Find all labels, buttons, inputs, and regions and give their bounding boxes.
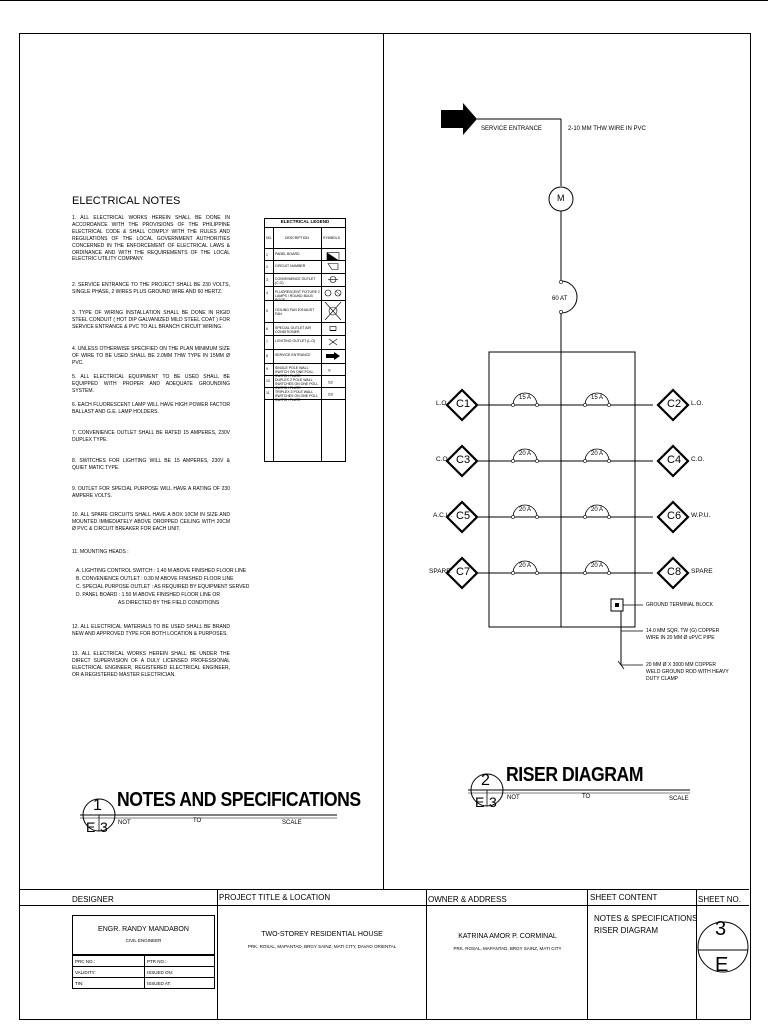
ceiling-fan-icon (322, 300, 345, 322)
note-3: 3. TYPE OF WIRING INSTALLATION SHALL BE DONE IN RIGID STEEL CONDUIT ( HOT DIP GALVANIZED MILD STEEL COAT ) FOR SERVICE ENTRANCE & PVC TO ALL BRANCH CIRCUIT WIRING. (72, 310, 230, 330)
designer-box (72, 915, 215, 955)
mounting-c: C. SPECIAL PURPOSE OUTLET : AS REQUIRED BY EQUIPMENT SERVED (76, 584, 250, 590)
breaker-terminal (607, 571, 610, 574)
notes-title-number: 1 (93, 797, 102, 814)
project-location: PRK. ROSAL, MAPANTAD, BRGY SAINZ, MATI CITY, DAVAO ORIENTAL (247, 944, 397, 949)
legend-row-no: 2 (266, 264, 268, 269)
tb-header-underline (19, 905, 749, 906)
breaker-terminal (535, 403, 538, 406)
notes-title-scale: SCALE (282, 820, 302, 826)
legend-row (265, 260, 345, 274)
circuit-id-left: C1 (456, 398, 471, 410)
legend-row (265, 335, 345, 350)
designer-header: DESIGNER (72, 895, 114, 904)
sheetno-header: SHEET NO. (698, 895, 741, 904)
circuit-number-icon (322, 260, 345, 273)
legend-row-no: 8 (266, 354, 268, 358)
breaker-terminal (511, 403, 514, 406)
breaker-terminal (607, 403, 610, 406)
circuit-id-left: C5 (456, 510, 471, 522)
circuit-amp-left: 20 A (519, 507, 532, 513)
circuit-id-right: C2 (667, 398, 682, 410)
legend-row (265, 286, 345, 301)
riser-title-text: RISER DIAGRAM (506, 764, 644, 786)
legend-row-desc: PANEL BOARD (275, 251, 300, 256)
service-entrance-icon (322, 349, 345, 363)
switch-symbol: S2 (328, 379, 333, 385)
legend-row-no: 6 (266, 326, 268, 331)
breaker-terminal (583, 515, 586, 518)
switch-symbol: S3 (328, 391, 333, 397)
circuit-id-left: C3 (456, 454, 471, 466)
duplex-switch-icon (322, 375, 345, 387)
legend-row-no: 3 (266, 277, 268, 282)
legend-row-desc: TRIPLEX 3 POLE WALL SWITCHES ON ONE POLL SWITCH PLATE (275, 390, 319, 402)
content-line-2: RISER DIAGRAM (594, 926, 659, 935)
ground-wire-label-2: WIRE IN 20 MM Ø uPVC PIPE (646, 635, 715, 641)
ground-terminal-dot (615, 603, 619, 607)
ground-rod-label-1: 20 MM Ø X 3000 MM COPPER (646, 662, 717, 668)
validity-label: VALIDITY: (75, 970, 96, 975)
legend-row-desc: CONVENIENCE OUTLET (C.O) (275, 276, 316, 285)
mounting-d: D. PANEL BOARD : 1.50 M ABOVE FINISHED FLOOR LINE OR (76, 592, 220, 598)
breaker-terminal (607, 459, 610, 462)
project-header: PROJECT TITLE & LOCATION (219, 893, 331, 902)
owner-name: KATRINA AMOR P. CORMINAL (458, 933, 557, 940)
legend-row (265, 322, 345, 336)
circuit-rows (447, 390, 688, 588)
circuit-amp-left: 15 A (519, 395, 532, 401)
legend-row-desc: FLUORESCENT FIXTURE 2 LAMPS / ROUND BULB ROOF (275, 290, 320, 302)
legend-row (265, 387, 345, 400)
circuit-id-right: C4 (667, 454, 682, 466)
cred-mid (144, 956, 145, 988)
notes-title-sheet-no: 3 (100, 819, 108, 835)
breaker-terminal (535, 459, 538, 462)
riser-title-to: TO (582, 794, 591, 800)
circuit-label-left: A.C.U. (433, 512, 453, 519)
circuit-id-right: C6 (667, 510, 682, 522)
riser-title-number: 2 (481, 772, 490, 789)
breaker-terminal (607, 515, 610, 518)
breaker-terminal (511, 571, 514, 574)
service-entrance-label: SERVICE ENTRANCE (481, 126, 542, 132)
panel-board (489, 352, 635, 627)
note-8: 8. SWITCHES FOR LIGHTING WILL BE 15 AMPERES, 230V & QUIET MATIC TYPE. (72, 458, 230, 471)
circuit-id-right: C8 (667, 566, 682, 578)
note-13: 13. ALL ELECTRICAL WORKS HEREIN SHALL BE UNDER THE DIRECT SUPERVISION OF A DULY LICENSED PROFESSIONAL ELECTRICAL ENGINEER, REGISTERED ELECTRICAL ENGINEER, OR A REGISTERED MASTER ELECTRICIAN. (72, 651, 230, 678)
legend-row (265, 349, 345, 364)
circuit-label-left: C.O. (436, 456, 450, 463)
legend-title: ELECTRICAL LEGEND (265, 219, 345, 228)
service-entrance-arrow (441, 103, 477, 135)
cred-row-2 (73, 977, 214, 978)
designer-role: CIVIL ENGINEER (125, 938, 162, 943)
breaker-terminal (535, 515, 538, 518)
breaker-terminal (583, 459, 586, 462)
designer-credentials (72, 955, 215, 989)
convenience-outlet-icon (322, 273, 345, 286)
circuit-amp-right: 20 A (591, 563, 604, 569)
legend-header-symbols: SYMBOLS (323, 236, 340, 240)
riser-diagram (383, 33, 749, 793)
breaker-terminal (583, 403, 586, 406)
prc-label: PRC NO.: (75, 959, 96, 964)
note-11: 11. MOUNTING HEADS : (72, 549, 129, 555)
circuit-label-left: SPARE (429, 568, 451, 575)
legend-row-no: 4 (266, 291, 268, 295)
breaker-terminal (535, 571, 538, 574)
meter-label: M (557, 193, 565, 203)
note-1: 1. ALL ELECTRICAL WORKS HEREIN SHALL BE DONE IN ACCORDANCE WITH THE PROVISIONS OF THE PHILIPPINE ELECTRICAL CODE & SHALL COMPLY WITH THE RULES AND REGULATIONS OF THE LOCAL GOVERNMENT AUTHORITIES CONCERNED IN THE ENFORCEMENT OF ELECTRICAL LAWS & ORDINANCE AND WITH THE REQUIREMENTS OF THE LOCAL ELECTRIC UTILITY COMPANY. (72, 215, 230, 263)
mounting-a: A. LIGHTING CONTROL SWITCH : 1.40 M ABOVE FINISHED FLOOR LINE (76, 568, 247, 574)
legend-row-desc: SINGLE POLE WALL SWITCH ON ONE POLL SWITCH PLATE (275, 366, 314, 378)
legend-row-desc: LIGHTING OUTLET (L.O) (275, 339, 316, 343)
circuit-amp-left: 20 A (519, 451, 532, 457)
content-line-1: NOTES & SPECIFICATIONS (594, 914, 698, 923)
legend-row-no: 9 (266, 367, 268, 371)
project-title: TWO-STOREY RESIDENTIAL HOUSE (261, 931, 383, 938)
note-10: 10. ALL SPARE CIRCUITS SHALL HAVE A BOX 10CM IN SIZE AND MOUNTED IMMEDIATELY ABOVE DROPPED CEILING WITH 20CM Ø PVC & CIRCUIT BREAKER FOR EACH UNIT. (72, 512, 230, 532)
circuit-amp-right: 15 A (591, 395, 604, 401)
issued-at-label: ISSUED AT: (147, 981, 171, 986)
note-2: 2. SERVICE ENTRANCE TO THE PROJECT SHALL BE 230 VOLTS, SINGLE PHASE, 2 WIRES PLUS GROUND WIRE AND 60 HERTZ. (72, 282, 230, 295)
circuit-id-left: C7 (456, 566, 471, 578)
cred-row-1 (73, 966, 214, 967)
electrical-legend (264, 218, 346, 462)
legend-row-desc: CIRCUIT NUMBER (275, 263, 306, 268)
mounting-d-cont: AS DIRECTED BY THE FIELD CONDITIONS (118, 600, 220, 606)
notes-title-to: TO (193, 818, 202, 824)
circuit-label-right: L.O. (691, 400, 704, 407)
breaker-terminal (511, 459, 514, 462)
note-5: 5. ALL ELECTRICAL EQUIPMENT TO BE USED SHALL BE EQUIPPED WITH PROPER AND ADEQUATE GROUNDING SYSTEM. (72, 374, 230, 394)
tb-divider-3 (587, 890, 588, 1019)
legend-row-desc: SERVICE ENTRANCE (275, 353, 311, 357)
riser-title-sheet-no: 3 (489, 794, 497, 810)
legend-row-no: 1 (266, 252, 268, 257)
main-breaker-label: 60 AT (552, 296, 568, 302)
circuit-label-right: SPARE (691, 568, 713, 575)
notes-heading: ELECTRICAL NOTES (72, 195, 181, 207)
notes-title-text: NOTES AND SPECIFICATIONS (117, 789, 361, 811)
triplex-switch-icon (322, 387, 345, 399)
circuit-amp-left: 20 A (519, 563, 532, 569)
top-border (0, 0, 768, 1)
issued-on-label: ISSUED ON: (147, 970, 174, 975)
main-breaker-terminal-top (559, 280, 562, 283)
sheet-letter: E (715, 954, 729, 976)
mounting-b: B. CONVENIENCE OUTLET : 0.30 M ABOVE FINISHED FLOOR LINE (76, 576, 234, 582)
tb-divider-1 (217, 890, 218, 1019)
designer-name: ENGR. RANDY MANDABON (98, 926, 189, 933)
notes-title-not: NOT (118, 820, 131, 826)
note-6: 6. EACH FLUORESCENT LAMP WILL HAVE HIGH POWER FACTOR BALLAST AND G.E. LAMP HOLDERS. (72, 402, 230, 415)
legend-row-desc: SPECIAL OUTLET AIR CONDITIONER (275, 325, 311, 334)
notes-title-sheet: E (86, 819, 96, 835)
ptr-label: PTR NO.: (147, 959, 167, 964)
legend-header-desc: DESCRIPTION (285, 236, 309, 240)
ground-wire-label-1: 14.0 MM SQR. TW (G) COPPER (646, 628, 720, 634)
note-4: 4. UNLESS OTHERWISE SPECIFIED ON THE PLAN MINIMUM SIZE OF WIRE TO BE USED SHALL BE 2.0MM THW TYPE IN 15MM Ø PVC. (72, 346, 230, 366)
riser-title-not: NOT (507, 795, 520, 801)
note-12: 12. ALL ELECTRICAL MATERIALS TO BE USED SHALL BE BRAND NEW AND APPROVED TYPE FOR BOTH LOCATION & PURPOSES. (72, 624, 230, 637)
note-7: 7. CONVENIENCE OUTLET SHALL BE RATED 15 AMPERES, 230V DUPLEX TYPE. (72, 430, 230, 443)
legend-row-no: 11 (266, 391, 270, 395)
lighting-outlet-icon (322, 335, 345, 349)
tb-divider-2 (426, 890, 427, 1019)
panel-board-icon (322, 249, 345, 260)
content-header: SHEET CONTENT (590, 893, 658, 902)
service-wire-label: 2-10 MM THW WIRE IN PVC (568, 126, 646, 132)
riser-title-sheet: E (475, 794, 485, 810)
owner-address: PRK. ROSAL, MAPANTAD, BRGY SAINZ, MATI CITY (453, 946, 562, 951)
fluorescent-fixture-icon (322, 286, 345, 300)
riser-title-scale: SCALE (669, 796, 689, 802)
legend-header-no: NO. (266, 236, 273, 240)
switch-symbol: S (328, 367, 331, 373)
circuit-amp-right: 20 A (591, 507, 604, 513)
note-9: 9. OUTLET FOR SPECIAL PURPOSE WILL HAVE A RATING OF 230 AMPERE VOLTS. (72, 486, 230, 499)
breaker-terminal (511, 515, 514, 518)
ground-rod-label-2: WELD GROUND ROD WITH HEAVY (646, 669, 729, 675)
circuit-label-right: W.P.U. (691, 512, 711, 519)
special-outlet-icon (322, 322, 345, 335)
legend-row-no: 10 (266, 379, 270, 383)
sheet-number: 3 (715, 918, 727, 940)
owner-header: OWNER & ADDRESS (428, 895, 507, 904)
ground-rod-label-3: DUTY CLAMP (646, 676, 679, 682)
sheet-number-marker (697, 904, 749, 990)
legend-row (265, 300, 345, 323)
circuit-label-left: L.O. (436, 400, 449, 407)
tin-label: TIN: (75, 981, 84, 986)
single-switch-icon (322, 363, 345, 375)
legend-row-desc: DUPLEX 2 POLE WALL SWITCHES ON ONE POLL SWITCH PLATE (275, 378, 319, 390)
legend-row (265, 273, 345, 287)
legend-header (265, 228, 345, 249)
ground-block-label: GROUND TERMINAL BLOCK (646, 602, 713, 608)
legend-row-desc: CEILING FAN EXHAUST FAN (275, 308, 315, 316)
circuit-amp-right: 20 A (591, 451, 604, 457)
breaker-terminal (583, 571, 586, 574)
circuit-label-right: C.O. (691, 456, 705, 463)
legend-row-no: 5 (266, 309, 268, 313)
legend-row-no: 7 (266, 340, 268, 344)
